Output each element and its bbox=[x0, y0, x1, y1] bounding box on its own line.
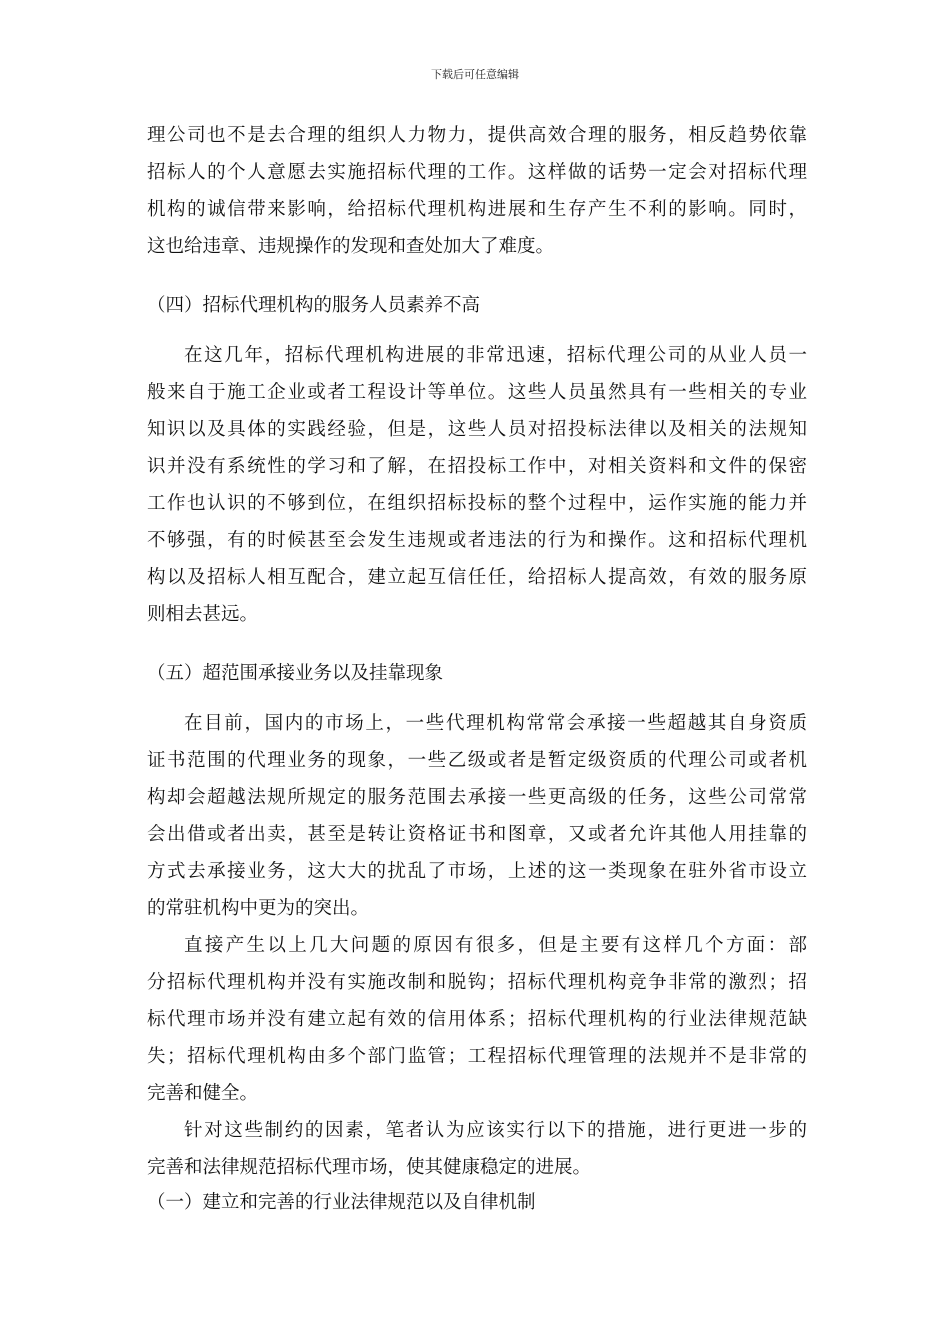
text-line: 失；招标代理机构由多个部门监管；工程招标代理管理的法规并不是非常的 bbox=[147, 1046, 807, 1067]
text-line: 构却会超越法规所规定的服务范围去承接一些更高级的任务，这些公司常常 bbox=[147, 787, 807, 808]
text-line: 分招标代理机构并没有实施改制和脱钩；招标代理机构竞争非常的激烈；招 bbox=[147, 972, 807, 993]
text-line: 完善和健全。 bbox=[147, 1083, 259, 1104]
text-line: 方式去承接业务，这大大的扰乱了市场，上述的这一类现象在驻外省市设立 bbox=[147, 861, 807, 882]
text-line: 机构的诚信带来影响，给招标代理机构进展和生存产生不利的影响。同时， bbox=[147, 199, 807, 220]
text-line: 知识以及具体的实践经验，但是，这些人员对招投标法律以及相关的法规知 bbox=[147, 419, 807, 440]
text-line: 针对这些制约的因素，笔者认为应该实行以下的措施，进行更进一步的 bbox=[184, 1120, 807, 1141]
section-heading-4: （四）招标代理机构的服务人员素养不高 bbox=[147, 295, 481, 316]
text-line: 直接产生以上几大问题的原因有很多，但是主要有这样几个方面：部 bbox=[184, 935, 807, 956]
text-line: 证书范围的代理业务的现象，一些乙级或者是暂定级资质的代理公司或者机 bbox=[147, 750, 807, 771]
text-line: 不够强，有的时候甚至会发生违规或者违法的行为和操作。这和招标代理机 bbox=[147, 530, 807, 551]
text-line: 理公司也不是去合理的组织人力物力，提供高效合理的服务，相反趋势依靠 bbox=[147, 125, 807, 146]
text-line: 这也给违章、违规操作的发现和查处加大了难度。 bbox=[147, 236, 555, 257]
text-line: 招标人的个人意愿去实施招标代理的工作。这样做的话势一定会对招标代理 bbox=[147, 162, 807, 183]
text-line: 工作也认识的不够到位，在组织招标投标的整个过程中，运作实施的能力并 bbox=[147, 493, 807, 514]
text-line: 则相去甚远。 bbox=[147, 604, 259, 625]
text-line: 构以及招标人相互配合，建立起互信任任，给招标人提高效，有效的服务原 bbox=[147, 567, 807, 588]
section-heading-5: （五）超范围承接业务以及挂靠现象 bbox=[147, 663, 444, 684]
text-line: 完善和法律规范招标代理市场，使其健康稳定的进展。 bbox=[147, 1157, 592, 1178]
text-line: 在目前，国内的市场上，一些代理机构常常会承接一些超越其自身资质 bbox=[184, 713, 807, 734]
text-line: 标代理市场并没有建立起有效的信用体系；招标代理机构的行业法律规范缺 bbox=[147, 1009, 807, 1030]
text-line: 会出借或者出卖，甚至是转让资格证书和图章，又或者允许其他人用挂靠的 bbox=[147, 824, 807, 845]
section-heading-1: （一）建立和完善的行业法律规范以及自律机制 bbox=[147, 1192, 536, 1213]
text-line: 在这几年，招标代理机构进展的非常迅速，招标代理公司的从业人员一 bbox=[184, 345, 807, 366]
text-line: 识并没有系统性的学习和了解，在招投标工作中，对相关资料和文件的保密 bbox=[147, 456, 807, 477]
page-header: 下载后可任意编辑 bbox=[431, 68, 519, 81]
text-line: 的常驻机构中更为的突出。 bbox=[147, 898, 370, 919]
text-line: 般来自于施工企业或者工程设计等单位。这些人员虽然具有一些相关的专业 bbox=[147, 382, 807, 403]
